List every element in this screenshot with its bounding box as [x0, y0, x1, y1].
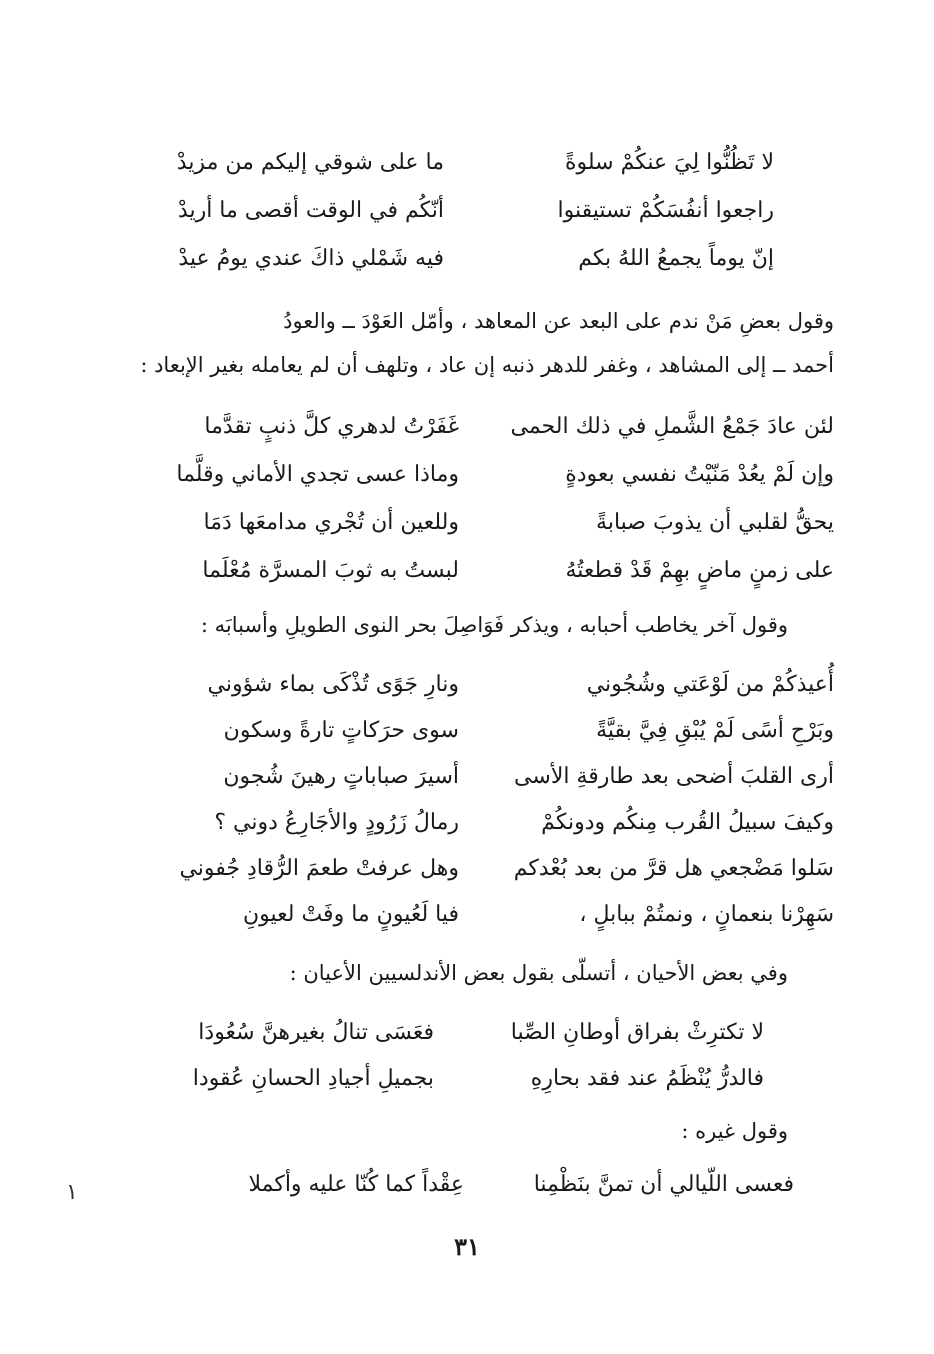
verse-line [134, 716, 834, 746]
verse-line [134, 762, 834, 792]
prose-line: وقول بعضِ مَنْ ندم على البعد عن المعاهد ، وأمّل العَوْدَ ــ والعودُ [283, 309, 834, 333]
verse-second-hemistich: وهل عرفتْ طعمَ الرُّقادِ جُفوني [179, 856, 459, 881]
verse-first-hemistich: سَلوا مَضْجعي هل قرَّ من بعد بُعْدكم [513, 856, 834, 881]
verse-line [134, 556, 834, 586]
verse-first-hemistich: وبَرْحِ أسًى لَمْ يُبْقِ فِيَّ بقيَّةً [596, 718, 834, 743]
verse-line [134, 1064, 764, 1094]
prose-line: وقول آخر يخاطب أحبابه ، ويذكر فَوَاصِلَ بحر النوى الطويلِ وأسبابَه : [200, 613, 788, 637]
verse-second-hemistich: وماذا عسى تجدي الأماني وقلَّما [176, 462, 459, 487]
page-number: ٣١ [454, 1232, 480, 1261]
verse-second-hemistich: فيه شَمْلي ذاكَ عندي يومُ عيدْ [178, 246, 444, 271]
verse-second-hemistich: أسيرَ صباباتٍ رهينَ شُجون [223, 764, 459, 789]
verse-line [134, 460, 834, 490]
verse-first-hemistich: يحقُّ لقلبي أن يذوبَ صبابةً [596, 510, 834, 535]
verse-first-hemistich: لئن عادَ جَمْعُ الشَّملِ في ذلك الحمى [510, 414, 834, 439]
verse-first-hemistich: وكيفَ سبيلُ القُرب مِنكُم ودونكُمْ [541, 810, 834, 835]
verse-second-hemistich: فعَسَى تنالُ بغيرهنَّ سُعُودَا [198, 1020, 434, 1045]
verse-line [134, 148, 774, 178]
verse-second-hemistich: سوى حرَكاتٍ تارةً وسكون [223, 718, 459, 743]
margin-mark: ١ [66, 1180, 78, 1205]
verse-first-hemistich: فعسى اللّيالي أن تمنَّ بنَظْمِنا [533, 1172, 794, 1197]
verse-second-hemistich: ونارِ جَوًى تُذْكَى بماء شؤوني [207, 672, 459, 697]
verse-line [134, 244, 774, 274]
verse-line [134, 1018, 764, 1048]
verse-second-hemistich: غَفَرْتُ لدهري كلَّ ذنبٍ تقدَّما [204, 414, 459, 439]
verse-first-hemistich: فالدرُّ يُنْظَمُ عند فقد بحارِهِ [530, 1066, 764, 1091]
prose-line: وقول غيره : [681, 1119, 788, 1143]
verse-second-hemistich: وللعين أن تُجْري مدامعَها دَمَا [203, 510, 459, 535]
verse-first-hemistich: لا تَظُنُّوا لِيَ عنكُمْ سلوةً [564, 150, 774, 175]
verse-line [134, 900, 834, 930]
verse-first-hemistich: أرى القلبَ أضحى بعد طارقةِ الأسى [514, 764, 834, 789]
verse-first-hemistich: سَهِرْنا بنعمانٍ ، ونمتُمْ ببابلٍ ، [579, 902, 834, 927]
verse-line [134, 412, 834, 442]
verse-second-hemistich: فيا لَعُيونٍ ما وفَتْ لعيونِ [242, 902, 459, 927]
prose-line: أحمد ــ إلى المشاهد ، وغفر للدهر ذنبه إن عاد ، وتلهف أن لم يعامله بغير الإبعاد : [140, 353, 834, 377]
verse-first-hemistich: وإن لَمْ يعُدْ مَنّيْتُ نفسي بعودةٍ [565, 462, 834, 487]
verse-first-hemistich: أُعيذكُمْ من لَوْعَتي وشُجُوني [586, 672, 834, 697]
verse-first-hemistich: على زمنٍ ماضٍ بهِمْ قَدْ قطعتُهُ [565, 558, 834, 583]
verse-line [134, 1170, 794, 1200]
verse-line [134, 808, 834, 838]
verse-line [134, 670, 834, 700]
verse-second-hemistich: ما على شوقي إليكم من مزيدْ [176, 150, 444, 175]
verse-line [134, 854, 834, 884]
verse-second-hemistich: أنّكُم في الوقت أقصى ما أريدْ [177, 198, 444, 223]
verse-first-hemistich: إنّ يوماً يجمعُ اللهُ بكم [578, 246, 774, 271]
verse-first-hemistich: لا تكترِثْ بفراق أوطانِ الصِّبا [510, 1020, 764, 1045]
verse-second-hemistich: بجميلِ أجيادِ الحسانِ عُقودا [192, 1066, 434, 1091]
prose-line: وفي بعض الأحيان ، أتسلّى بقول بعض الأندلسيين الأعيان : [289, 961, 788, 985]
verse-line [134, 508, 834, 538]
verse-line [134, 196, 774, 226]
verse-second-hemistich: لبستُ به ثوبَ المسرَّة مُعْلَما [202, 558, 459, 583]
verse-second-hemistich: عِقْداً كما كُنّا عليه وأكملا [248, 1172, 464, 1197]
verse-first-hemistich: راجعوا أنفُسَكُمْ تستيقنوا [557, 198, 774, 223]
verse-second-hemistich: رمالُ زَرُودٍ والأجَارِعُ دوني ؟ [214, 810, 459, 835]
